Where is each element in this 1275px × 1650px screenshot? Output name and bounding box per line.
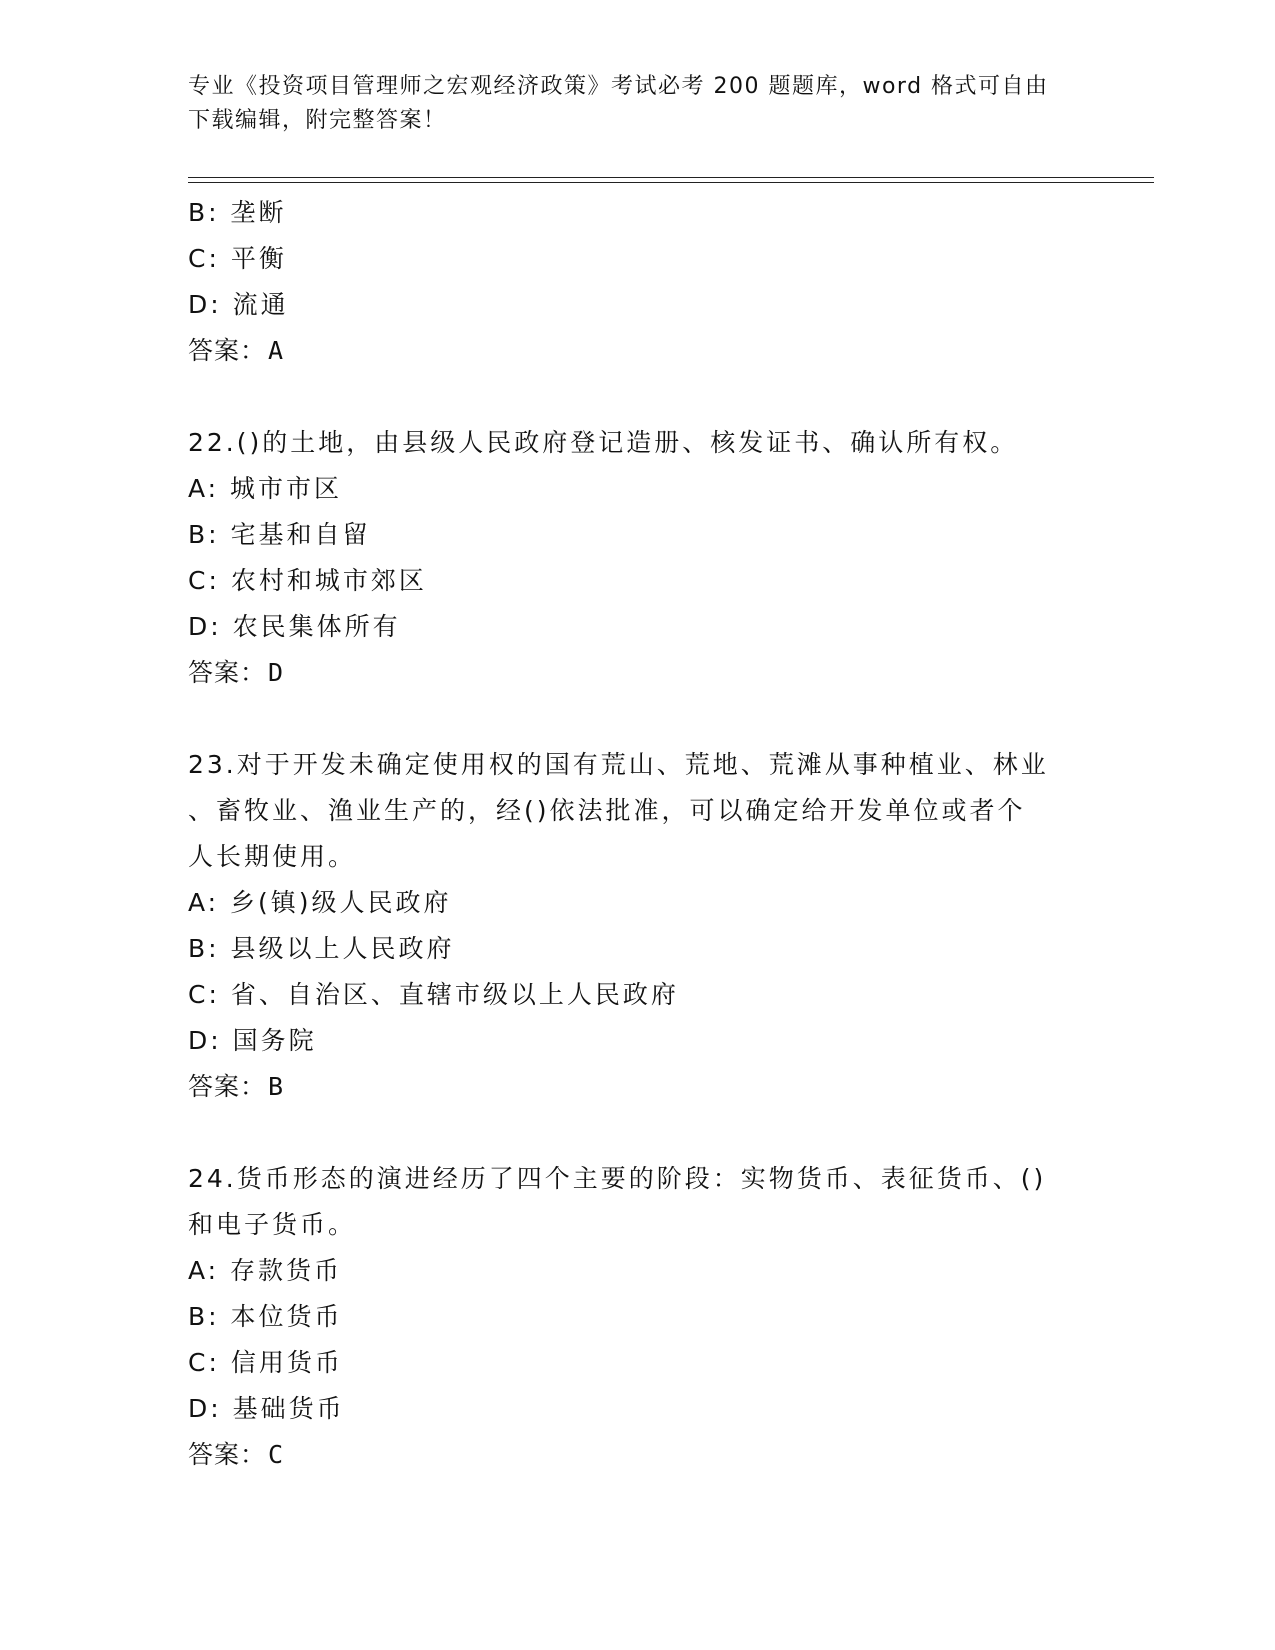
answer-value: A	[268, 336, 285, 365]
answer-value: D	[268, 658, 285, 687]
question-text: 22.()的土地，由县级人民政府登记造册、核发证书、确认所有权。	[188, 428, 1019, 457]
option-d: D: 国务院	[188, 1026, 317, 1055]
option-a: A: 城市市区	[188, 474, 343, 503]
header-rule-top	[188, 177, 1154, 178]
partial-question-21	[188, 190, 1088, 374]
answer-value: C	[268, 1440, 285, 1469]
question-22	[188, 420, 1088, 696]
option-b: B: 垄断	[188, 198, 287, 227]
answer-line	[188, 650, 1088, 696]
answer-label: 答案：	[188, 1072, 267, 1101]
answer-line	[188, 328, 1088, 374]
question-text: 24.货币形态的演进经历了四个主要的阶段：实物货币、表征货币、()	[188, 1164, 1047, 1193]
option-c: C: 平衡	[188, 244, 287, 273]
option-a: A: 乡(镇)级人民政府	[188, 888, 452, 917]
document-header	[188, 70, 1068, 138]
answer-label: 答案：	[188, 336, 267, 365]
option-c: C: 信用货币	[188, 1348, 343, 1377]
answer-label: 答案：	[188, 1440, 267, 1469]
header-line-1: 专业《投资项目管理师之宏观经济政策》考试必考 200 题题库，word 格式可自由	[188, 74, 1049, 99]
option-a: A: 存款货币	[188, 1256, 343, 1285]
question-24	[188, 1156, 1088, 1478]
header-line-2: 下载编辑，附完整答案！	[188, 108, 447, 133]
option-b: B: 宅基和自留	[188, 520, 371, 549]
question-text: 、畜牧业、渔业生产的，经()依法批准，可以确定给开发单位或者个	[188, 796, 1026, 825]
question-text: 23.对于开发未确定使用权的国有荒山、荒地、荒滩从事种植业、林业	[188, 750, 1049, 779]
option-d: D: 农民集体所有	[188, 612, 401, 641]
question-list	[188, 190, 1088, 1478]
question-text: 和电子货币。	[188, 1210, 357, 1239]
question-text: 人长期使用。	[188, 842, 357, 871]
option-b: B: 本位货币	[188, 1302, 343, 1331]
option-c: C: 省、自治区、直辖市级以上人民政府	[188, 980, 679, 1009]
answer-label: 答案：	[188, 658, 267, 687]
answer-value: B	[268, 1072, 285, 1101]
question-23	[188, 742, 1088, 1110]
option-d: D: 基础货币	[188, 1394, 345, 1423]
option-b: B: 县级以上人民政府	[188, 934, 455, 963]
answer-line	[188, 1432, 1088, 1478]
header-rule-bottom	[188, 182, 1154, 183]
option-d: D: 流通	[188, 290, 289, 319]
option-c: C: 农村和城市郊区	[188, 566, 427, 595]
answer-line	[188, 1064, 1088, 1110]
